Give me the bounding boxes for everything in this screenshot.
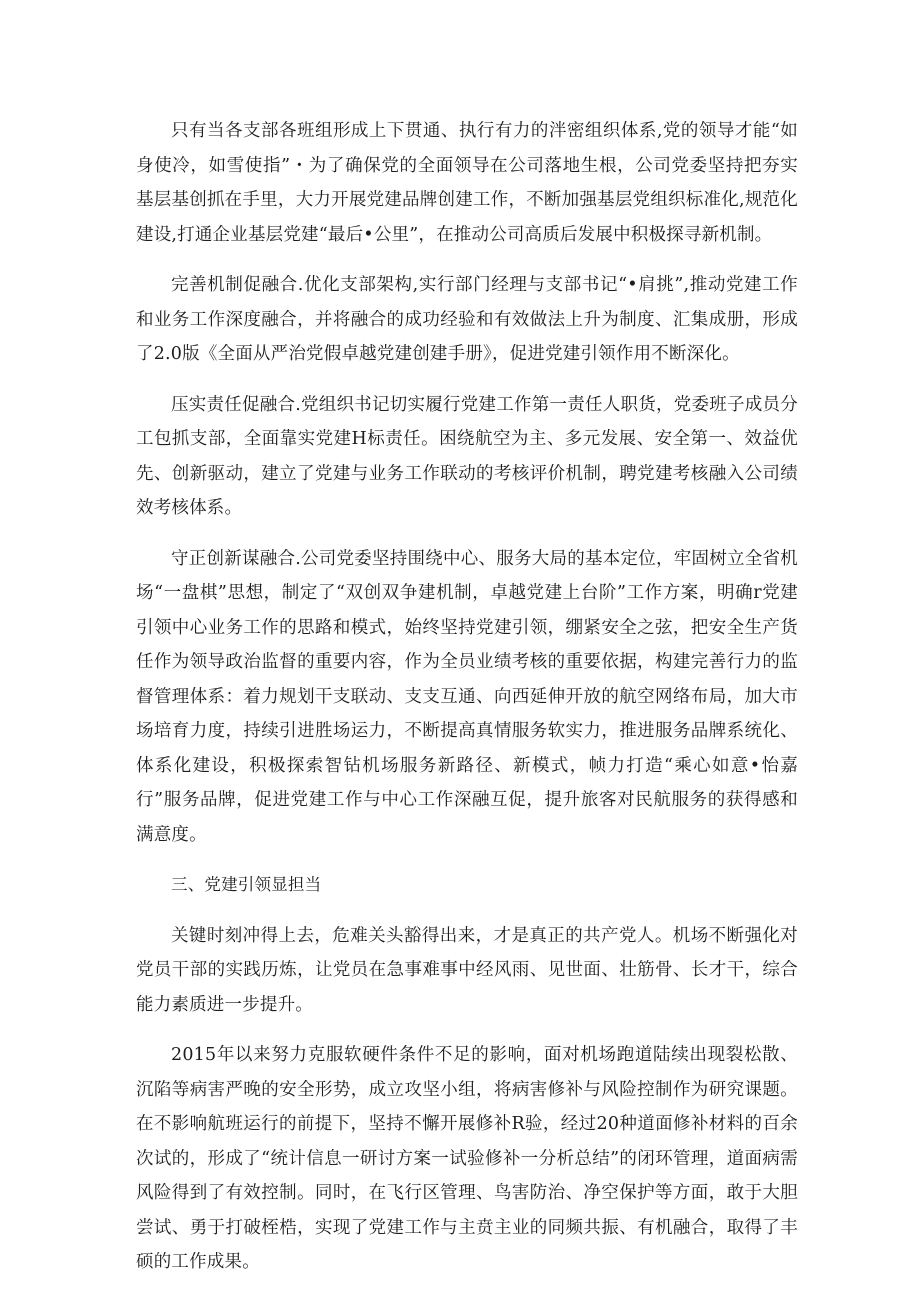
document-body [136, 114, 798, 1296]
paragraph-innovation: 守正创新谋融合.公司党委坚持围绕中心、服务大局的基本定位，牢固树立全省机场“一盘棋”思想，制定了“双创双争建机制，卓越党建上台阶”工作方案，明确r党建引领中心业务工作的思路和模式，始终坚持党建引领，绷紧安全之弦，把安全生产货任作为领导政治监督的重要内容，作为全员业绩考核的重要依据，构建完善行力的监督管理体系：着力规划干支联动、支支互通、向西延伸开放的航空网络布局，加大市场培育力度，持续引进胜场运力，不断提高真情服务软实力，推进服务品牌系统化、体系化建设，积极探索智钻机场服务新路径、新模式，帧力打造“乘心如意•怡嘉行”服务品牌，促进党建工作与中心工作深融互促，提升旅客对民航服务的获得感和满意度。 [136, 548, 798, 845]
paragraph-organization-system: 只有当各支部各班组形成上下贯通、执行有力的泮密组织体系,党的领导才能“如身使冷，如雪使指”・为了确保党的全面领导在公司落地生根，公司党委坚持把夯实基层基创抓在手里，大力开展党建品牌创建工作，不断加强基层党组织标准化,规范化建设,打通企业基层党建“最后•公里”，在推动公司高质后发展中积极探寻新机制。 [136, 121, 798, 245]
section-heading: 三、党建引领显担当 [171, 875, 322, 894]
paragraph-runway-repair: 2015年以来努力克服软硬件条件不足的影响，面对机场跑道陆续出现裂松散、沉陷等病害严晚的安全形势，成立攻坚小组，将病害修补与风险控制作为研究课题。在不影响航班运行的前提下，坚持不懈开展修补R验，经过20种道面修补材料的百余次试的，形成了“统计信息一研讨方案一试验修补一分析总结”的闭环管理，道面病需风险得到了有效控制。同时，在飞行区管理、鸟害防治、净空保护等方面，敢于大胆尝试、勇于打破桎梏，实现了党建工作与主贲主业的同频共振、有机融合，取得了丰硕的工作成果。 [136, 1045, 798, 1272]
paragraph-responsibility: 压实责任促融合.党组织书记切实履行党建工作第一责任人职货，党委班子成员分工包抓支部，全面靠实党建H标责任。困绕航空为主、多元发展、安全第一、效益优先、创新驱动，建立了党建与业务工作联动的考核评价机制，聘党建考核融入公司绩效考核体系。 [136, 394, 798, 518]
paragraph-critical-moments: 关键时刻冲得上去，危难关头豁得出来，才是真正的共产党人。机场不断强化对党员干部的实践历炼，让党员在急事难事中经风雨、见世面、壮筋骨、长才干，综合能力素质进一步提升。 [136, 925, 798, 1015]
paragraph-improve-mechanism: 完善机制促融合.优化支部架构,实行部门经理与支部书记“•肩挑”,推动党建工作和业务工作深度融合，并将融合的成功经验和有效做法上升为制度、汇集成册，形成了2.0版《全面从严治党假卓越党建创建手册》，促进党建引领作用不断深化。 [136, 275, 798, 364]
